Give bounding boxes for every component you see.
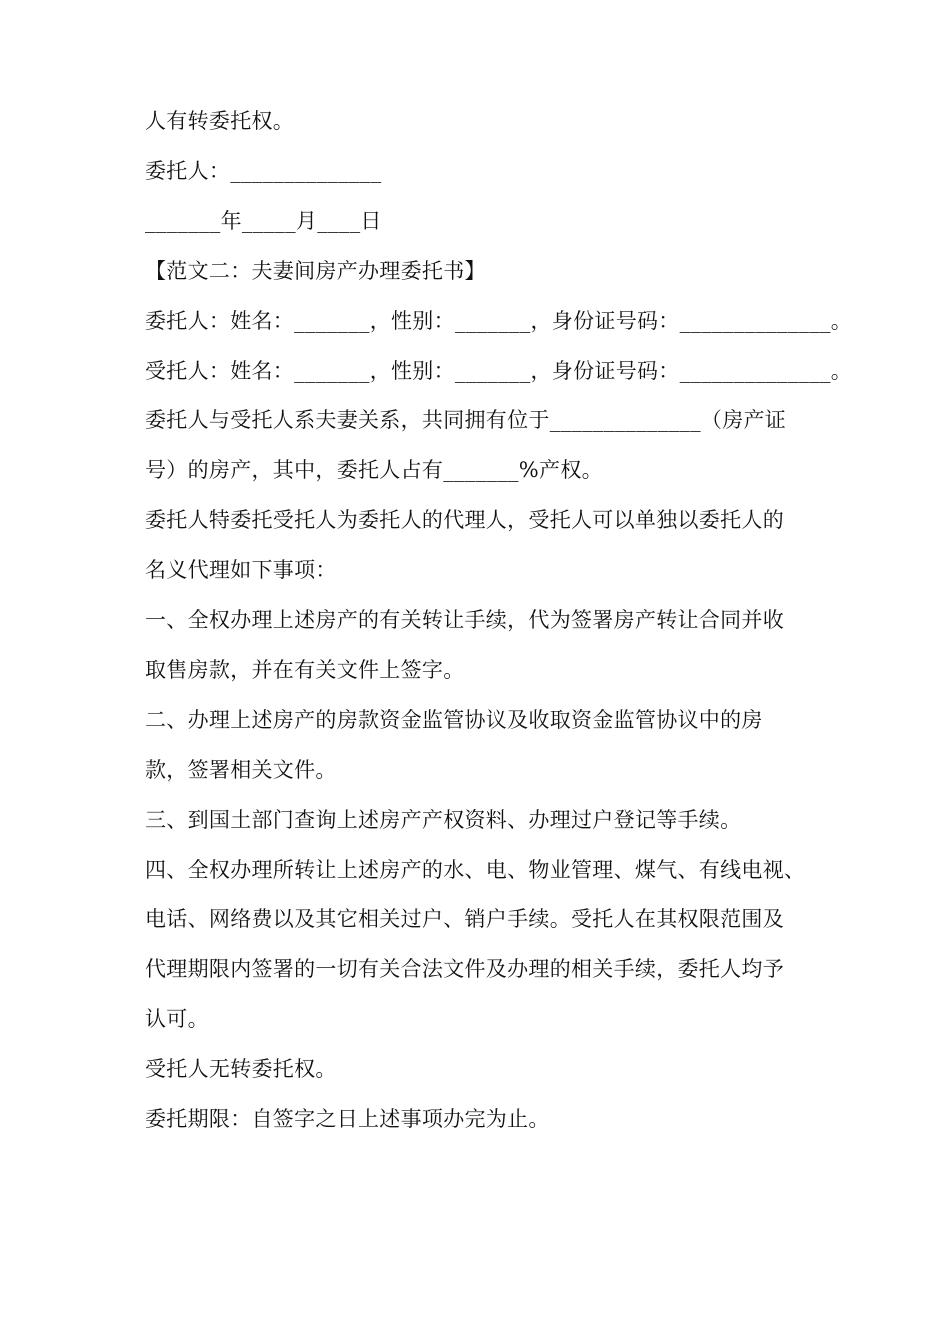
text-line: 委托人特委托受托人为委托人的代理人，受托人可以单独以委托人的 — [145, 508, 784, 532]
text-line: 委托人与受托人系夫妻关系，共同拥有位于______________（房产证 — [145, 408, 787, 432]
text-line: 委托期限：自签字之日上述事项办完为止。 — [145, 1107, 550, 1131]
text-line: 电话、网络费以及其它相关过户、销户手续。受托人在其权限范围及 — [145, 907, 784, 931]
text-line: 认可。 — [145, 1007, 209, 1031]
principal-signature-line: 委托人：______________ — [145, 159, 382, 183]
text-line: 取售房款，并在有关文件上签字。 — [145, 658, 465, 682]
text-line: 一、全权办理上述房产的有关转让手续，代为签署房产转让合同并收 — [145, 608, 784, 632]
text-line: 三、到国土部门查询上述房产产权资料、办理过户登记等手续。 — [145, 808, 742, 832]
text-line: 二、办理上述房产的房款资金监管协议及收取资金监管协议中的房 — [145, 708, 763, 732]
principal-info-line: 委托人：姓名：_______，性别：_______，身份证号码：______________。 — [145, 309, 853, 333]
text-line: 四、全权办理所转让上述房产的水、电、物业管理、煤气、有线电视、 — [145, 858, 806, 882]
section-heading: 【范文二：夫妻间房产办理委托书】 — [145, 259, 486, 283]
text-line: 款，签署相关文件。 — [145, 758, 337, 782]
text-line: 代理期限内签署的一切有关合法文件及办理的相关手续，委托人均予 — [145, 957, 784, 981]
text-line: 号）的房产，其中，委托人占有_______%产权。 — [145, 458, 603, 482]
agent-info-line: 受托人：姓名：_______，性别：_______，身份证号码：______________。 — [145, 359, 853, 383]
text-line: 受托人无转委托权。 — [145, 1057, 337, 1081]
date-line: _______年_____月____日 — [145, 209, 382, 233]
text-line: 名义代理如下事项： — [145, 558, 337, 582]
text-line: 人有转委托权。 — [145, 109, 295, 133]
